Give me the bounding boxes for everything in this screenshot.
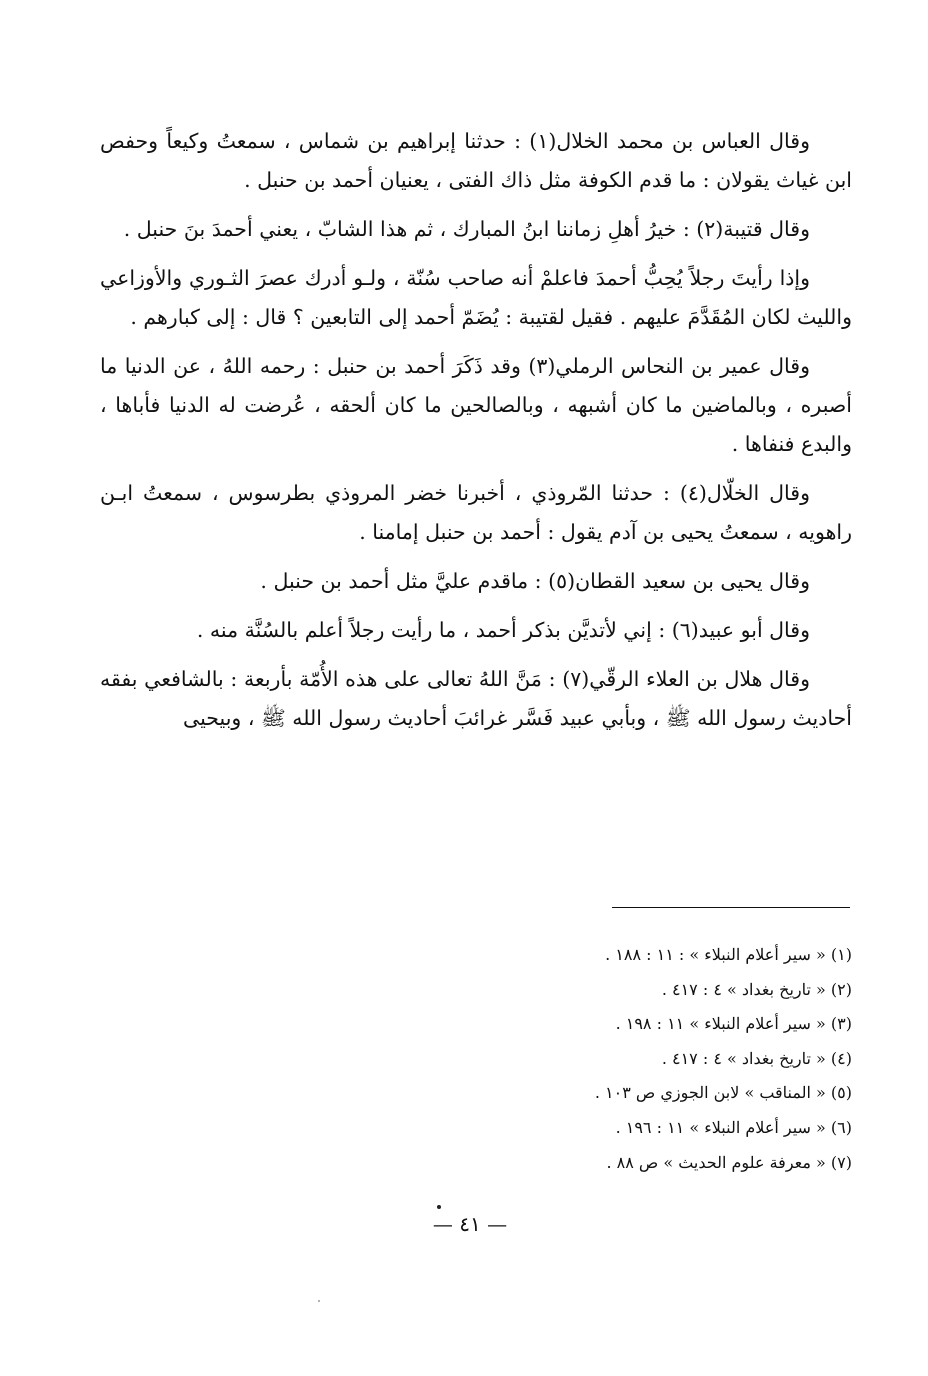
paragraph-5: وقال الخلّال(٤) : حدثنا المّروذي ، أخبرنا خضر المروذي بطرسوس ، سمعتُ ابـن راهويه ، سمعتُ يحيى بن آدم يقول : أحمد بن حنبل إمامنا .: [100, 481, 852, 544]
scan-speck: [318, 1300, 320, 1302]
footnote-3: (٣) « سير أعلام النبلاء » ١١ : ١٩٨ .: [615, 1014, 852, 1034]
paragraph-3: وإذا رأيتَ رجلاً يُحِبُّ أحمدَ فاعلمْ أنه صاحب سُنّة ، ولـو أدرك عصرَ الثـوري والأوزاعي والليث لكان المُقَدَّمَ عليهم . فقيل لقتيبة : يُضَمّ أحمد إلى التابعين ؟ قال : إلى كبارهم .: [100, 266, 852, 329]
paragraph-1: وقال العباس بن محمد الخلال(١) : حدثنا إبراهيم بن شماس ، سمعتُ وكيعاً وحفص ابن غياث يقولان : ما قدم الكوفة مثل ذاك الفتى ، يعنيان أحمد بن حنبل .: [100, 129, 852, 192]
paragraph-7: وقال أبو عبيد(٦) : إني لأتديَّن بذكر أحمد ، ما رأيت رجلاً أعلم بالسُنَّة منه .: [196, 618, 810, 642]
paragraph-4: وقال عمير بن النحاس الرملي(٣) وقد ذَكَرَ أحمد بن حنبل : رحمه اللهُ ، عن الدنيا ما أصبره ، وبالماضين ما كان أشبهه ، وبالصالحين ما كان ألحقه ، عُرضت له الدنيا فأباها ، والبدع فنفاها .: [100, 354, 852, 456]
footnote-5: (٥) « المناقب » لابن الجوزي ص ١٠٣ .: [594, 1083, 852, 1103]
page-number: — ٤١ —: [432, 1212, 508, 1236]
footnotes-list: [300, 938, 852, 1180]
main-text: [100, 122, 852, 748]
paragraph-6: وقال يحيى بن سعيد القطان(٥) : ماقدم عليَّ مثل أحمد بن حنبل .: [260, 569, 810, 593]
footnote-7: (٧) « معرفة علوم الحديث » ص ٨٨ .: [606, 1152, 852, 1172]
paragraph-8: وقال هلال بن العلاء الرقّي(٧) : مَنَّ اللهُ تعالى على هذه الأُمّة بأربعة : بالشافعي بفقه أحاديث رسول الله ﷺ ، وبأبي عبيد فَسَّر غرائبَ أحاديث رسول الله ﷺ ، وبيحيى: [100, 667, 852, 730]
paragraph-2: وقال قتيبة(٢) : خيرُ أهلِ زماننا ابنُ المبارك ، ثم هذا الشابّ ، يعني أحمدَ بنَ حنبل .: [123, 217, 810, 241]
footnote-divider: [612, 907, 850, 908]
footnote-6: (٦) « سير أعلام النبلاء » ١١ : ١٩٦ .: [615, 1117, 852, 1137]
page-mark-dot: [437, 1205, 441, 1209]
footnote-4: (٤) « تاريخ بغداد » ٤ : ٤١٧ .: [661, 1048, 852, 1068]
footnote-2: (٢) « تاريخ بغداد » ٤ : ٤١٧ .: [661, 979, 852, 999]
footnote-1: (١) « سير أعلام النبلاء » : ١١ : ١٨٨ .: [605, 945, 852, 964]
